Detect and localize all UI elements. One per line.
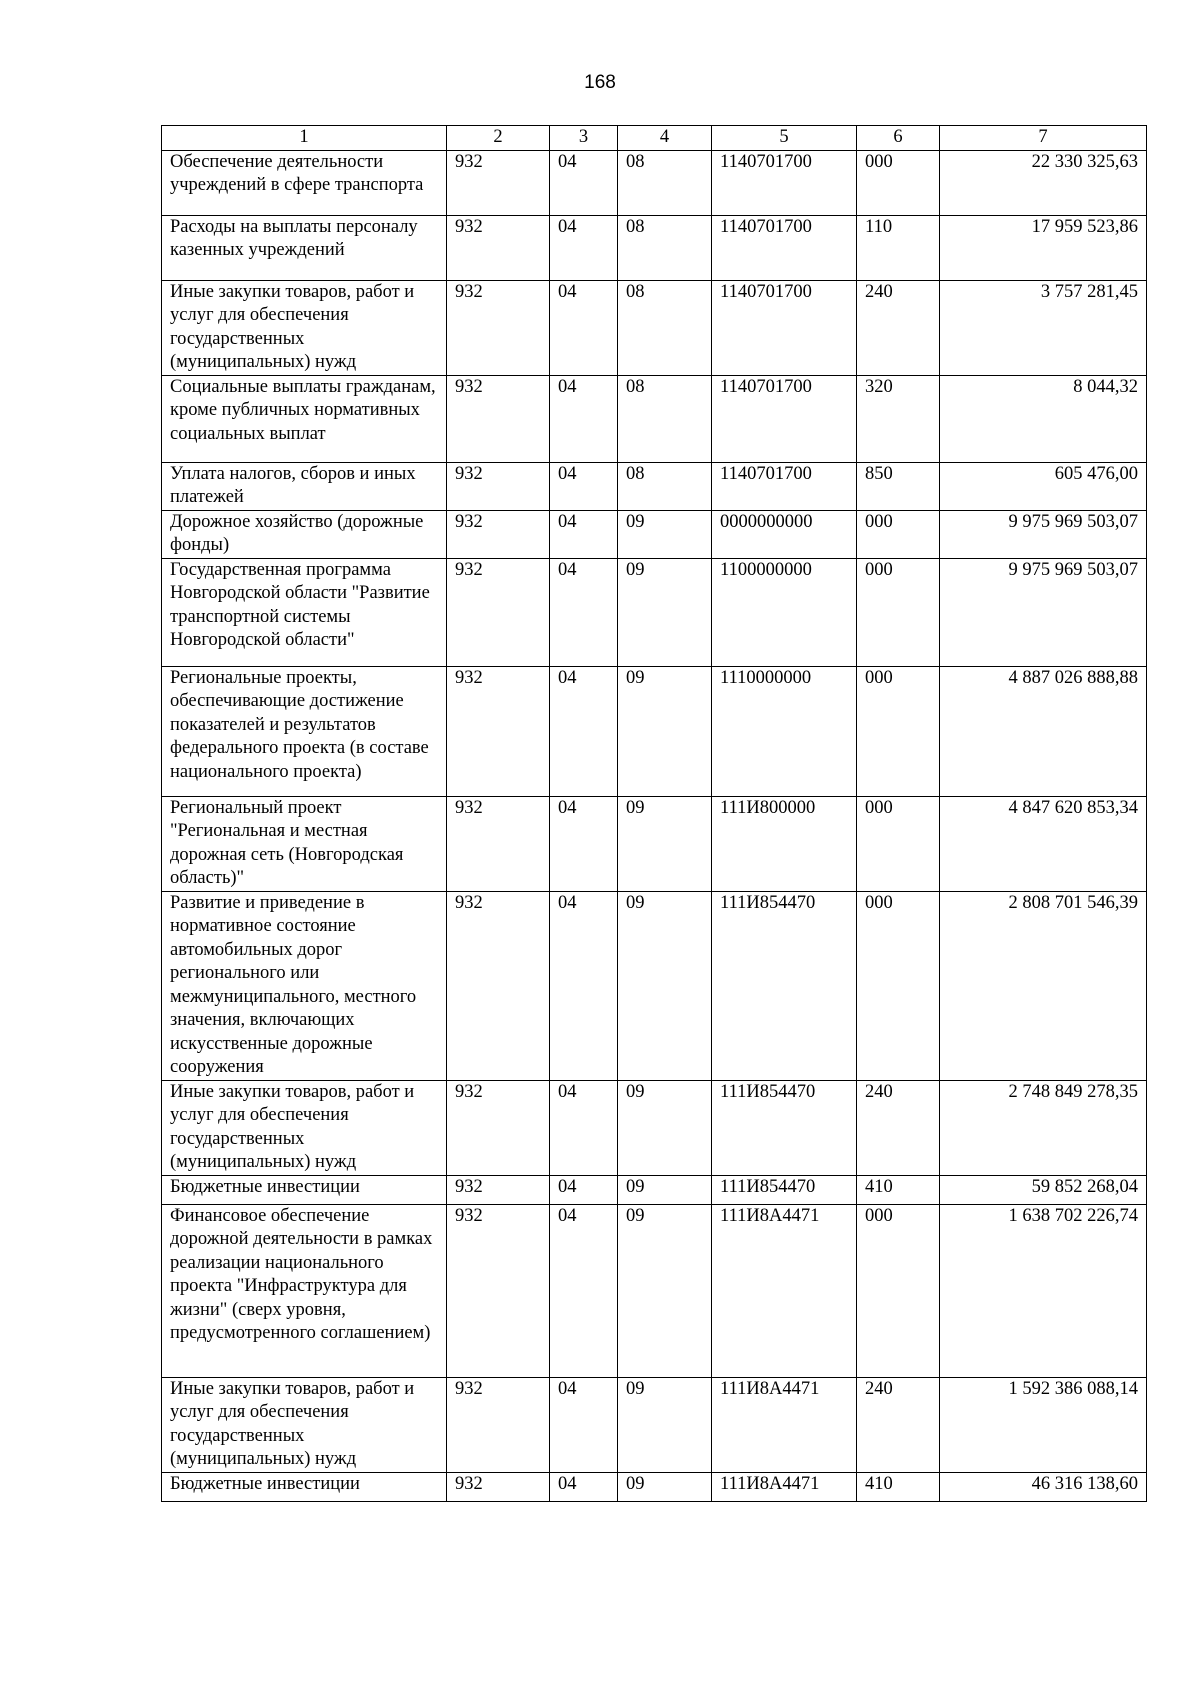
row-code-cell: 932 <box>447 1377 550 1472</box>
row-code-cell: 04 <box>550 1472 618 1501</box>
row-code-cell: 000 <box>857 666 940 796</box>
row-amount-cell: 2 808 701 546,39 <box>940 891 1147 1080</box>
row-code-cell: 111И854470 <box>712 1175 857 1204</box>
row-code-cell: 000 <box>857 891 940 1080</box>
column-header: 3 <box>550 126 618 151</box>
row-amount-cell: 9 975 969 503,07 <box>940 558 1147 666</box>
row-code-cell: 04 <box>550 510 618 558</box>
table-header <box>162 126 1147 151</box>
row-code-cell: 111И8А4471 <box>712 1377 857 1472</box>
row-code-cell: 04 <box>550 796 618 891</box>
row-code-cell: 04 <box>550 1377 618 1472</box>
row-code-cell: 110 <box>857 215 940 280</box>
row-code-cell: 320 <box>857 375 940 462</box>
column-header: 1 <box>162 126 447 151</box>
row-name-cell: Дорожное хозяйство (дорожные фонды) <box>162 510 447 558</box>
row-amount-cell: 2 748 849 278,35 <box>940 1080 1147 1175</box>
row-code-cell: 932 <box>447 150 550 215</box>
table-row <box>162 1175 1147 1204</box>
row-code-cell: 932 <box>447 558 550 666</box>
row-code-cell: 09 <box>618 891 712 1080</box>
row-code-cell: 932 <box>447 375 550 462</box>
row-code-cell: 1140701700 <box>712 215 857 280</box>
table-row <box>162 1080 1147 1175</box>
row-code-cell: 932 <box>447 462 550 510</box>
row-amount-cell: 605 476,00 <box>940 462 1147 510</box>
row-code-cell: 0000000000 <box>712 510 857 558</box>
row-code-cell: 240 <box>857 1377 940 1472</box>
row-code-cell: 04 <box>550 891 618 1080</box>
row-amount-cell: 4 887 026 888,88 <box>940 666 1147 796</box>
row-code-cell: 08 <box>618 462 712 510</box>
row-code-cell: 08 <box>618 215 712 280</box>
row-amount-cell: 4 847 620 853,34 <box>940 796 1147 891</box>
row-code-cell: 08 <box>618 280 712 375</box>
table-row <box>162 1472 1147 1501</box>
row-code-cell: 09 <box>618 558 712 666</box>
row-name-cell: Государственная программа Новгородской области "Развитие транспортной системы Новгородской области" <box>162 558 447 666</box>
row-name-cell: Расходы на выплаты персоналу казенных учреждений <box>162 215 447 280</box>
row-code-cell: 000 <box>857 796 940 891</box>
table-row <box>162 150 1147 215</box>
row-code-cell: 09 <box>618 1377 712 1472</box>
row-name-cell: Уплата налогов, сборов и иных платежей <box>162 462 447 510</box>
row-code-cell: 09 <box>618 666 712 796</box>
row-code-cell: 08 <box>618 150 712 215</box>
row-code-cell: 1140701700 <box>712 280 857 375</box>
row-name-cell: Иные закупки товаров, работ и услуг для обеспечения государственных (муниципальных) нужд <box>162 1377 447 1472</box>
row-code-cell: 04 <box>550 666 618 796</box>
row-code-cell: 04 <box>550 280 618 375</box>
row-name-cell: Обеспечение деятельности учреждений в сфере транспорта <box>162 150 447 215</box>
row-name-cell: Социальные выплаты гражданам, кроме публичных нормативных социальных выплат <box>162 375 447 462</box>
table-row <box>162 1377 1147 1472</box>
column-header: 6 <box>857 126 940 151</box>
row-code-cell: 09 <box>618 1080 712 1175</box>
row-name-cell: Бюджетные инвестиции <box>162 1472 447 1501</box>
row-code-cell: 09 <box>618 1175 712 1204</box>
page-number: 168 <box>584 72 616 93</box>
row-code-cell: 932 <box>447 796 550 891</box>
row-name-cell: Иные закупки товаров, работ и услуг для обеспечения государственных (муниципальных) нужд <box>162 1080 447 1175</box>
table-row <box>162 666 1147 796</box>
row-code-cell: 08 <box>618 375 712 462</box>
row-amount-cell: 8 044,32 <box>940 375 1147 462</box>
table-row <box>162 280 1147 375</box>
row-name-cell: Финансовое обеспечение дорожной деятельности в рамках реализации национального проекта "Инфраструктура для жизни" (сверх уровня, предусмотренного соглашением) <box>162 1204 447 1377</box>
header-row <box>162 126 1147 151</box>
row-code-cell: 1140701700 <box>712 462 857 510</box>
table-row <box>162 891 1147 1080</box>
row-code-cell: 04 <box>550 215 618 280</box>
row-amount-cell: 1 592 386 088,14 <box>940 1377 1147 1472</box>
row-code-cell: 09 <box>618 510 712 558</box>
row-code-cell: 111И8А4471 <box>712 1204 857 1377</box>
row-code-cell: 04 <box>550 150 618 215</box>
row-code-cell: 932 <box>447 1175 550 1204</box>
row-code-cell: 240 <box>857 1080 940 1175</box>
table-row <box>162 375 1147 462</box>
row-amount-cell: 22 330 325,63 <box>940 150 1147 215</box>
row-code-cell: 410 <box>857 1472 940 1501</box>
budget-table <box>161 125 1147 1502</box>
row-code-cell: 09 <box>618 796 712 891</box>
table-row <box>162 510 1147 558</box>
row-amount-cell: 9 975 969 503,07 <box>940 510 1147 558</box>
row-code-cell: 932 <box>447 891 550 1080</box>
row-amount-cell: 59 852 268,04 <box>940 1175 1147 1204</box>
row-code-cell: 932 <box>447 666 550 796</box>
row-code-cell: 850 <box>857 462 940 510</box>
row-amount-cell: 1 638 702 226,74 <box>940 1204 1147 1377</box>
column-header: 5 <box>712 126 857 151</box>
table-row <box>162 215 1147 280</box>
row-code-cell: 000 <box>857 150 940 215</box>
row-code-cell: 04 <box>550 375 618 462</box>
table-row <box>162 1204 1147 1377</box>
table-row <box>162 462 1147 510</box>
row-code-cell: 1110000000 <box>712 666 857 796</box>
row-amount-cell: 3 757 281,45 <box>940 280 1147 375</box>
row-code-cell: 04 <box>550 1175 618 1204</box>
column-header: 4 <box>618 126 712 151</box>
row-code-cell: 410 <box>857 1175 940 1204</box>
row-code-cell: 932 <box>447 215 550 280</box>
row-code-cell: 04 <box>550 558 618 666</box>
column-header: 7 <box>940 126 1147 151</box>
row-code-cell: 111И854470 <box>712 1080 857 1175</box>
row-code-cell: 000 <box>857 1204 940 1377</box>
row-code-cell: 04 <box>550 462 618 510</box>
row-code-cell: 000 <box>857 510 940 558</box>
row-name-cell: Региональные проекты, обеспечивающие достижение показателей и результатов федерального проекта (в составе национального проекта) <box>162 666 447 796</box>
column-header: 2 <box>447 126 550 151</box>
row-code-cell: 04 <box>550 1204 618 1377</box>
row-code-cell: 111И854470 <box>712 891 857 1080</box>
row-amount-cell: 17 959 523,86 <box>940 215 1147 280</box>
table-row <box>162 558 1147 666</box>
row-code-cell: 1100000000 <box>712 558 857 666</box>
row-code-cell: 932 <box>447 280 550 375</box>
row-name-cell: Бюджетные инвестиции <box>162 1175 447 1204</box>
row-code-cell: 04 <box>550 1080 618 1175</box>
row-code-cell: 111И800000 <box>712 796 857 891</box>
row-code-cell: 09 <box>618 1204 712 1377</box>
row-code-cell: 932 <box>447 1472 550 1501</box>
row-code-cell: 1140701700 <box>712 150 857 215</box>
table-row <box>162 796 1147 891</box>
row-amount-cell: 46 316 138,60 <box>940 1472 1147 1501</box>
row-code-cell: 932 <box>447 510 550 558</box>
row-code-cell: 000 <box>857 558 940 666</box>
row-code-cell: 1140701700 <box>712 375 857 462</box>
row-code-cell: 932 <box>447 1080 550 1175</box>
row-code-cell: 09 <box>618 1472 712 1501</box>
row-code-cell: 111И8А4471 <box>712 1472 857 1501</box>
row-name-cell: Развитие и приведение в нормативное состояние автомобильных дорог регионального или межмуниципального, местного значения, включающих искусственные дорожные сооружения <box>162 891 447 1080</box>
row-code-cell: 240 <box>857 280 940 375</box>
row-code-cell: 932 <box>447 1204 550 1377</box>
table-body <box>162 150 1147 1501</box>
row-name-cell: Региональный проект "Региональная и местная дорожная сеть (Новгородская область)" <box>162 796 447 891</box>
row-name-cell: Иные закупки товаров, работ и услуг для обеспечения государственных (муниципальных) нужд <box>162 280 447 375</box>
